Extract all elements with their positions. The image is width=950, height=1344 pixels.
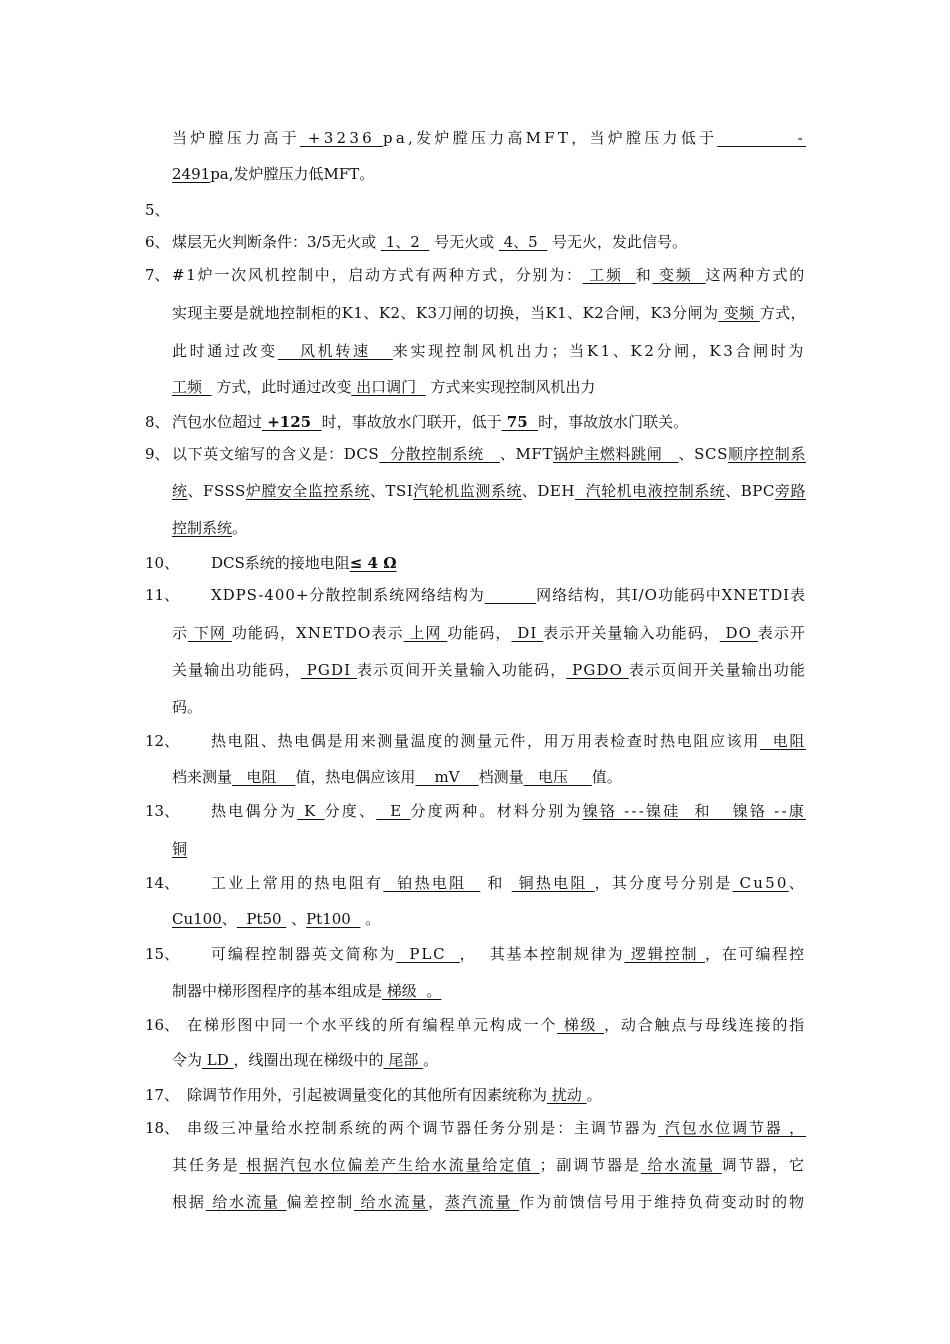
line-text (172, 660, 806, 680)
text-segment: 码。 (172, 698, 203, 716)
text-line (0, 128, 950, 148)
answer-blank: 给水流量 (640, 1156, 722, 1174)
item-number: 16、 (145, 1016, 180, 1034)
text-segment: ；副调节器是 (539, 1156, 641, 1174)
item-number: 10、 (145, 554, 180, 572)
text-line (0, 553, 950, 573)
answer-blank: Cu100 (172, 910, 222, 928)
line-text (187, 1085, 602, 1105)
text-segment: 示 (172, 624, 189, 642)
answer-blank: mV (415, 768, 479, 786)
line-text (172, 1192, 806, 1212)
text-line (0, 767, 950, 787)
line-text (172, 518, 247, 538)
text-segment: 方式， (759, 304, 806, 322)
line-text (211, 731, 806, 751)
text-segment: 号无火或 (429, 233, 499, 251)
text-segment: 档来测量 (172, 768, 233, 786)
line-text (172, 697, 202, 717)
text-segment: 分度两种。材料分别为 (410, 802, 583, 820)
text-segment: 除调节作用外，引起被调量变化的其他所有因素统称为 (187, 1086, 548, 1104)
text-segment: 和 (480, 874, 512, 892)
answer-blank: 统 (172, 482, 188, 500)
answer-blank: 给水流量 (354, 1193, 429, 1211)
text-segment: 当炉膛压力高于 (172, 129, 300, 147)
line-text (172, 1050, 438, 1070)
answer-blank: 镍铬 ---镍硅 和 镍铬 --康 (582, 802, 806, 820)
answer-blank: 变频 (718, 304, 760, 322)
text-segment: 、TSI (369, 482, 414, 500)
answer-blank: ≤ 4 Ω (349, 554, 397, 572)
answer-blank: 锅炉主燃料跳闸 (553, 445, 679, 463)
item-number: 17、 (145, 1086, 180, 1104)
item-number: 5、 (145, 201, 170, 219)
text-segment: 此时通过改变 (172, 342, 278, 360)
text-line (0, 660, 950, 680)
text-line (0, 873, 950, 893)
text-segment: 令为 (172, 1051, 203, 1069)
answer-blank: PGDO (566, 661, 629, 679)
text-segment: pa,发炉膛压力高MFT，当炉膛压力低于 (382, 129, 718, 147)
answer-blank: 梯级 (557, 1016, 605, 1034)
text-line (0, 1155, 950, 1175)
answer-blank: PGDI (300, 661, 357, 679)
text-line (0, 232, 950, 252)
answer-blank: 汽包水位调节器 ， (658, 1119, 806, 1137)
text-segment: #1炉一次风机控制中，启动方式有两种方式，分别为： (172, 266, 583, 284)
text-segment: 、SCS (678, 445, 728, 463)
line-text (172, 164, 374, 184)
text-line (0, 981, 950, 1001)
line-text (172, 444, 806, 464)
text-line (0, 518, 950, 538)
text-segment: 调节器，它 (721, 1156, 806, 1174)
answer-blank: 出口调门 (351, 378, 426, 396)
text-segment: 这两种方式的 (705, 266, 806, 284)
text-line (0, 341, 950, 361)
answer-blank: 旁路 (774, 482, 806, 500)
answer-blank: 2491 (172, 165, 211, 183)
text-segment: ，线圈出现在梯级中的 (233, 1051, 384, 1069)
text-line (0, 1085, 950, 1105)
answer-blank: 汽轮机监测系统 (413, 482, 522, 500)
line-text (172, 232, 687, 252)
text-line (0, 1192, 950, 1212)
answer-blank: - (717, 129, 806, 147)
item-number: 9、 (145, 445, 170, 463)
answer-blank: +3236 (299, 129, 383, 147)
answer-blank: 电阻 (759, 732, 806, 750)
text-line (0, 412, 950, 432)
line-text (172, 623, 806, 643)
text-line (0, 944, 950, 964)
answer-blank: 分散控制系统 (379, 445, 500, 463)
text-segment: 可编程控制器英文简称为 (211, 945, 397, 963)
answer-blank: 下网 (188, 624, 232, 642)
text-segment: 、DEH (521, 482, 576, 500)
text-line (0, 839, 950, 859)
item-number: 12、 (145, 732, 180, 750)
text-segment: 、 (286, 910, 307, 928)
answer-blank: Cu50 (732, 874, 789, 892)
line-text (172, 1155, 806, 1175)
text-segment: 、BPC (725, 482, 775, 500)
item-number: 11、 (145, 586, 180, 604)
text-line (0, 200, 950, 220)
text-segment: 分度、 (324, 802, 377, 820)
text-segment: 、FSSS (187, 482, 246, 500)
text-segment: 热电阻、热电偶是用来测量温度的测量元件，用万用表检查时热电阻应该用 (211, 732, 760, 750)
line-text (211, 944, 806, 964)
answer-blank: 汽轮机电液控制系统 (575, 482, 726, 500)
line-text (211, 585, 806, 605)
line-text (211, 873, 806, 893)
text-segment: 实现主要是就地控制柜的K1、K2、K3刀闸的切换，当K1、K2合闸，K3分闸为 (172, 304, 719, 322)
answer-blank: 工频 (172, 378, 212, 396)
answer-blank: LD (202, 1051, 234, 1069)
text-segment: 功能码， (447, 624, 512, 642)
text-segment: 表示页间开关量输入功能码， (356, 661, 567, 679)
answer-blank: 梯级 。 (382, 982, 442, 1000)
text-segment: 偏差控制 (286, 1193, 354, 1211)
answer-blank: 上网 (403, 624, 448, 642)
text-segment: ，动合触点与母线连接的指 (604, 1016, 806, 1034)
answer-blank: 风机转速 (277, 342, 393, 360)
text-segment: 。 (423, 1051, 439, 1069)
text-segment: 表示开关量输入功能码， (543, 624, 720, 642)
text-segment: ， (428, 1193, 445, 1211)
text-line (0, 164, 950, 184)
text-segment: 在梯形图中同一个水平线的所有编程单元构成一个 (187, 1016, 558, 1034)
text-segment: 号无火，发此信号。 (547, 233, 688, 251)
line-text (172, 981, 441, 1001)
item-number: 14、 (145, 874, 180, 892)
text-segment: DCS系统的接地电阻 (211, 554, 350, 572)
text-line (0, 303, 950, 323)
text-line (0, 801, 950, 821)
text-segment: 以下英文缩写的含义是：DCS (172, 445, 380, 463)
text-line (0, 265, 950, 285)
text-segment: 功能码，XNETDO表示 (231, 624, 404, 642)
line-text (172, 303, 806, 323)
answer-blank: +125 (262, 413, 322, 431)
line-text (172, 839, 187, 859)
text-line (0, 585, 950, 605)
answer-blank: DI (511, 624, 544, 642)
text-segment: 来实现控制风机出力；当K1、K2分闸，K3合闸时为 (392, 342, 806, 360)
text-line (0, 481, 950, 501)
answer-blank: 逻辑控制 (624, 945, 705, 963)
text-segment: 、 (788, 874, 806, 892)
text-segment: 。 (232, 519, 248, 537)
answer-blank: 75 (501, 413, 539, 431)
answer-blank: E (376, 802, 411, 820)
item-number: 6、 (145, 233, 170, 251)
line-text (211, 801, 806, 821)
answer-blank: 1、2 (380, 233, 430, 251)
answer-blank: 4、5 (498, 233, 548, 251)
text-segment: 网络结构，其I/O功能码中XNETDI表 (536, 586, 806, 604)
text-segment: 档测量 (478, 768, 524, 786)
text-line (0, 731, 950, 751)
line-text (187, 1015, 806, 1035)
text-segment: 串级三冲量给水控制系统的两个调节器任务分别是：主调节器为 (187, 1119, 659, 1137)
text-segment: 汽包水位超过 (172, 413, 263, 431)
text-segment: 值。 (591, 768, 622, 786)
answer-blank: 电阻 (232, 768, 296, 786)
item-number: 8、 (145, 413, 170, 431)
answer-blank: 铜热电阻 (511, 874, 595, 892)
text-segment: pa,发炉膛压力低MFT。 (210, 165, 375, 183)
text-segment: 时，事故放水门联开，低于 (321, 413, 502, 431)
item-number: 7、 (145, 266, 170, 284)
answer-blank: 变频 (652, 266, 706, 284)
answer-blank: PLC (396, 945, 460, 963)
text-line (0, 909, 950, 929)
text-segment: 工业上常用的热电阻有 (211, 874, 384, 892)
text-segment: 关量输出功能码， (172, 661, 301, 679)
answer-blank: Pt100 (306, 910, 361, 928)
item-number: 13、 (145, 802, 180, 820)
text-segment: ， 其基本控制规律为 (459, 945, 625, 963)
answer-blank: DO (719, 624, 758, 642)
text-line (0, 1015, 950, 1035)
answer-blank: 蒸汽流量 (445, 1193, 520, 1211)
text-segment: 方式来实现控制风机出力 (425, 378, 596, 396)
text-segment: 表示页间开关量输出功能 (628, 661, 806, 679)
item-number: 18、 (145, 1119, 180, 1137)
answer-blank: 铂热电阻 (383, 874, 481, 892)
line-text (172, 341, 806, 361)
text-segment: 煤层无火判断条件：3/5无火或 (172, 233, 381, 251)
text-segment: 其任务是 (172, 1156, 240, 1174)
text-line (0, 444, 950, 464)
line-text (172, 128, 806, 148)
answer-blank: 扰动 (547, 1086, 587, 1104)
text-segment: 、MFT (499, 445, 554, 463)
answer-blank: 工频 (582, 266, 636, 284)
text-segment: ，其分度号分别是 (594, 874, 733, 892)
answer-blank: 铜 (172, 840, 188, 858)
answer-blank (485, 586, 536, 604)
answer-blank: 根据汽包水位偏差产生给水流量给定值 (239, 1156, 540, 1174)
text-segment: 表示开 (757, 624, 806, 642)
text-line (0, 623, 950, 643)
line-text (211, 553, 397, 573)
line-text (172, 412, 688, 432)
text-line (0, 697, 950, 717)
text-segment: 时，事故放水门联关。 (538, 413, 689, 431)
item-number: 15、 (145, 945, 180, 963)
text-segment: 根据 (172, 1193, 206, 1211)
text-segment: 方式，此时通过改变 (211, 378, 352, 396)
answer-blank: 电压 (523, 768, 592, 786)
answer-blank: 控制系统 (172, 519, 233, 537)
line-text (172, 909, 380, 929)
answer-blank: 炉膛安全监控系统 (245, 482, 370, 500)
text-segment: ，在可编程控 (704, 945, 806, 963)
answer-blank: 顺序控制系 (727, 445, 806, 463)
text-segment: 和 (635, 266, 653, 284)
line-text (172, 481, 806, 501)
line-text (172, 265, 806, 285)
line-text (172, 767, 622, 787)
text-segment: 制器中梯形图程序的基本组成是 (172, 982, 383, 1000)
answer-blank: 尾部 (383, 1051, 424, 1069)
text-segment: 热电偶分为 (211, 802, 298, 820)
text-line (0, 1050, 950, 1070)
answer-blank: K (297, 802, 325, 820)
line-text (172, 377, 595, 397)
line-text (187, 1118, 806, 1138)
text-segment: 。 (586, 1086, 602, 1104)
text-segment: 、 (221, 910, 237, 928)
answer-blank: 给水流量 (205, 1193, 287, 1211)
text-segment: 作为前馈信号用于维持负荷变动时的物 (519, 1193, 806, 1211)
text-segment: 值，热电偶应该用 (295, 768, 416, 786)
text-segment: 。 (360, 910, 381, 928)
text-line (0, 377, 950, 397)
text-line (0, 1118, 950, 1138)
answer-blank: Pt50 (236, 910, 287, 928)
text-segment: XDPS-400+分散控制系统网络结构为 (211, 586, 485, 604)
